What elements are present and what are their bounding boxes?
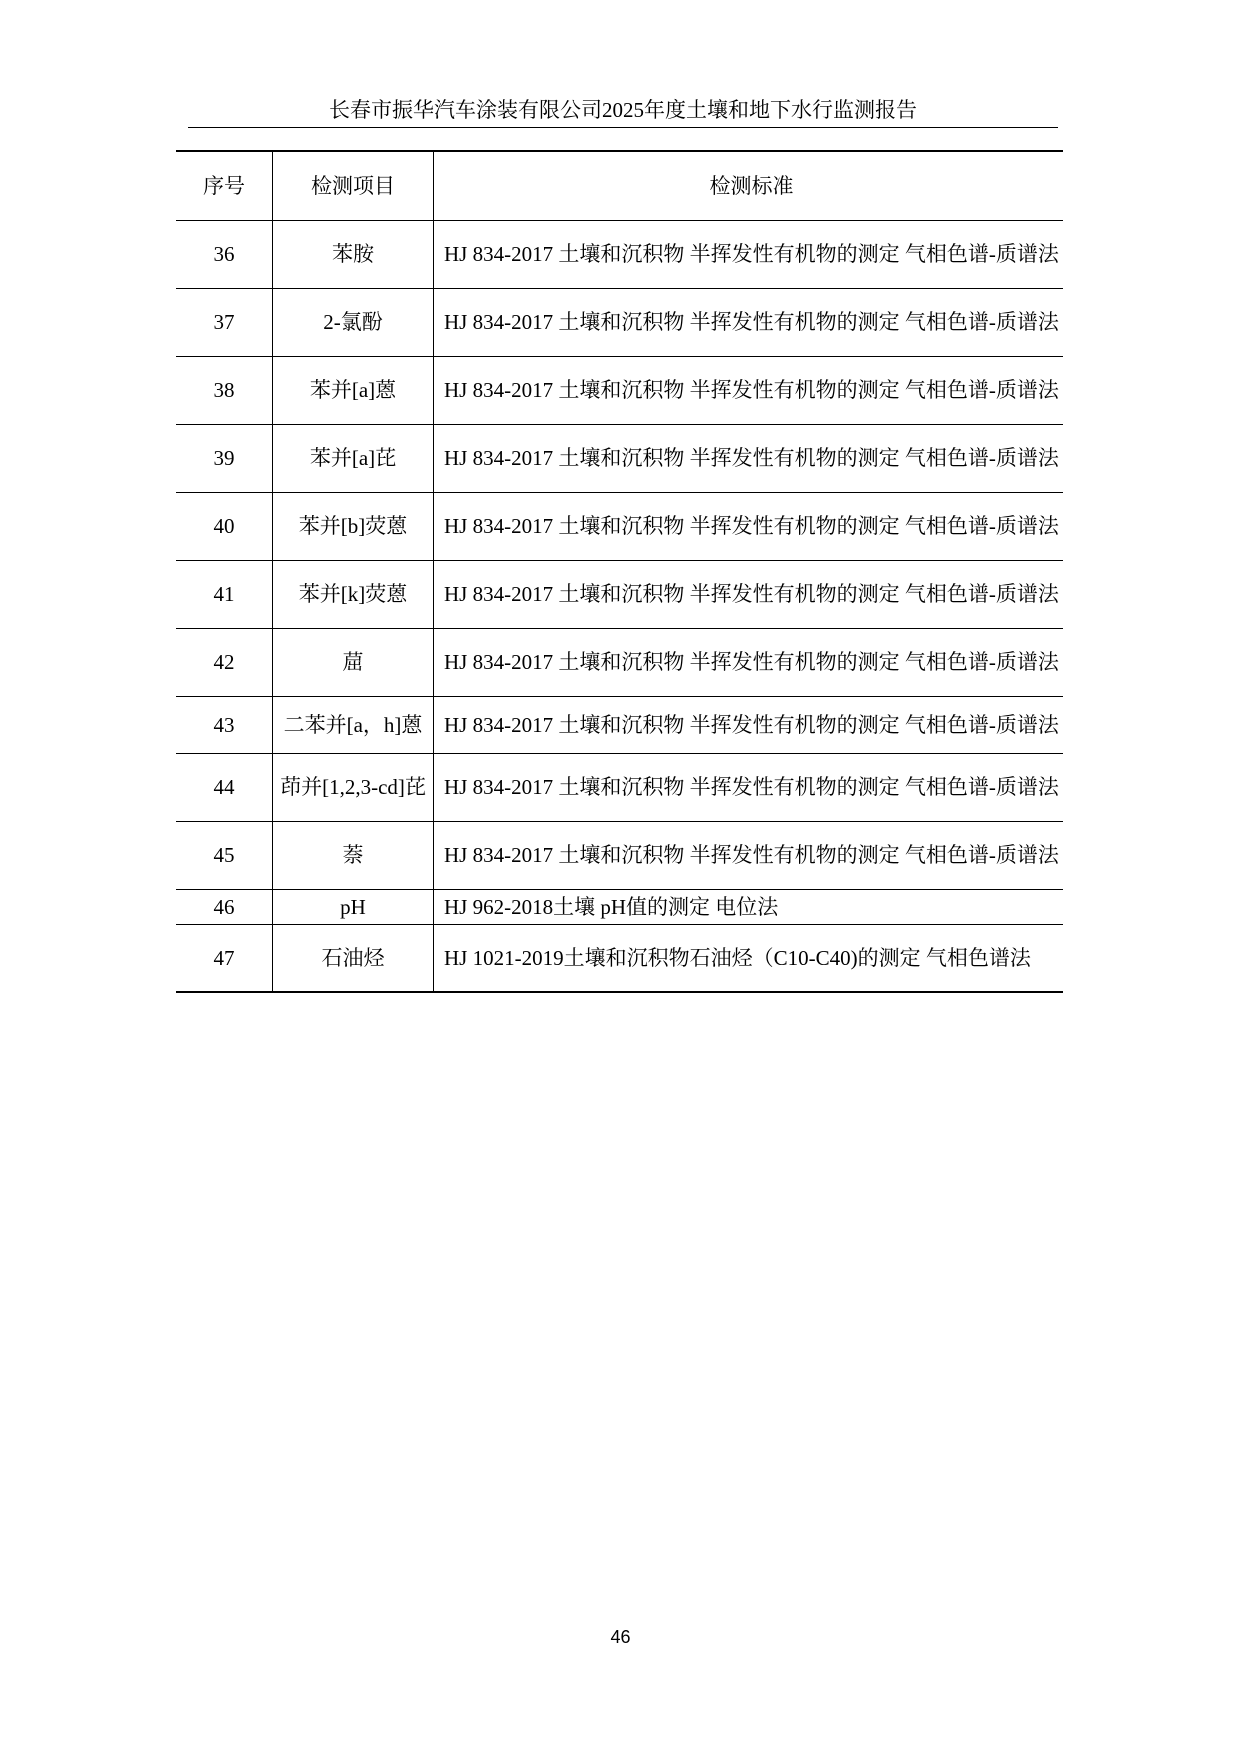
row-item: 萘 (273, 821, 434, 889)
table-row (176, 424, 1063, 492)
row-item: 䓛 (273, 628, 434, 696)
row-standard: HJ 1021-2019土壤和沉积物石油烃（C10-C40)的测定 气相色谱法 (434, 924, 1064, 992)
header-divider (188, 127, 1058, 128)
column-header-standard: 检测标准 (434, 151, 1064, 220)
column-header-no: 序号 (176, 151, 273, 220)
row-item: 苯胺 (273, 220, 434, 288)
report-title: 长春市振华汽车涂装有限公司2025年度土壤和地下水行监测报告 (329, 98, 917, 122)
row-no: 43 (176, 696, 273, 753)
table-row (176, 753, 1063, 821)
row-no: 38 (176, 356, 273, 424)
row-no: 41 (176, 560, 273, 628)
row-standard: HJ 834-2017 土壤和沉积物 半挥发性有机物的测定 气相色谱-质谱法 (434, 696, 1064, 753)
row-item: pH (273, 889, 434, 924)
table-row (176, 220, 1063, 288)
row-item: 二苯并[a，h]蒽 (273, 696, 434, 753)
row-item: 2-氯酚 (273, 288, 434, 356)
page-number: 46 (610, 1627, 631, 1647)
row-no: 47 (176, 924, 273, 992)
row-item: 苯并[k]荧蒽 (273, 560, 434, 628)
table-header-row (176, 151, 1063, 220)
row-standard: HJ 834-2017 土壤和沉积物 半挥发性有机物的测定 气相色谱-质谱法 (434, 821, 1064, 889)
testing-standards-table (176, 150, 1063, 993)
row-standard: HJ 834-2017 土壤和沉积物 半挥发性有机物的测定 气相色谱-质谱法 (434, 220, 1064, 288)
table-row (176, 288, 1063, 356)
row-standard: HJ 834-2017 土壤和沉积物 半挥发性有机物的测定 气相色谱-质谱法 (434, 753, 1064, 821)
row-item: 石油烃 (273, 924, 434, 992)
row-standard: HJ 834-2017 土壤和沉积物 半挥发性有机物的测定 气相色谱-质谱法 (434, 628, 1064, 696)
column-header-item: 检测项目 (273, 151, 434, 220)
table-row (176, 356, 1063, 424)
row-no: 37 (176, 288, 273, 356)
table-row (176, 560, 1063, 628)
row-item: 苯并[a]芘 (273, 424, 434, 492)
row-no: 44 (176, 753, 273, 821)
row-no: 45 (176, 821, 273, 889)
row-item: 苯并[b]荧蒽 (273, 492, 434, 560)
row-standard: HJ 834-2017 土壤和沉积物 半挥发性有机物的测定 气相色谱-质谱法 (434, 560, 1064, 628)
row-standard: HJ 834-2017 土壤和沉积物 半挥发性有机物的测定 气相色谱-质谱法 (434, 424, 1064, 492)
row-no: 42 (176, 628, 273, 696)
row-no: 46 (176, 889, 273, 924)
table-row (176, 924, 1063, 992)
row-no: 39 (176, 424, 273, 492)
row-standard: HJ 834-2017 土壤和沉积物 半挥发性有机物的测定 气相色谱-质谱法 (434, 356, 1064, 424)
row-item: 茚并[1,2,3-cd]芘 (273, 753, 434, 821)
row-standard: HJ 962-2018土壤 pH值的测定 电位法 (434, 889, 1064, 924)
row-no: 36 (176, 220, 273, 288)
table-row (176, 889, 1063, 924)
row-no: 40 (176, 492, 273, 560)
row-standard: HJ 834-2017 土壤和沉积物 半挥发性有机物的测定 气相色谱-质谱法 (434, 288, 1064, 356)
row-item: 苯并[a]蒽 (273, 356, 434, 424)
table-row (176, 628, 1063, 696)
row-standard: HJ 834-2017 土壤和沉积物 半挥发性有机物的测定 气相色谱-质谱法 (434, 492, 1064, 560)
table-row (176, 821, 1063, 889)
table-row (176, 492, 1063, 560)
table-row (176, 696, 1063, 753)
